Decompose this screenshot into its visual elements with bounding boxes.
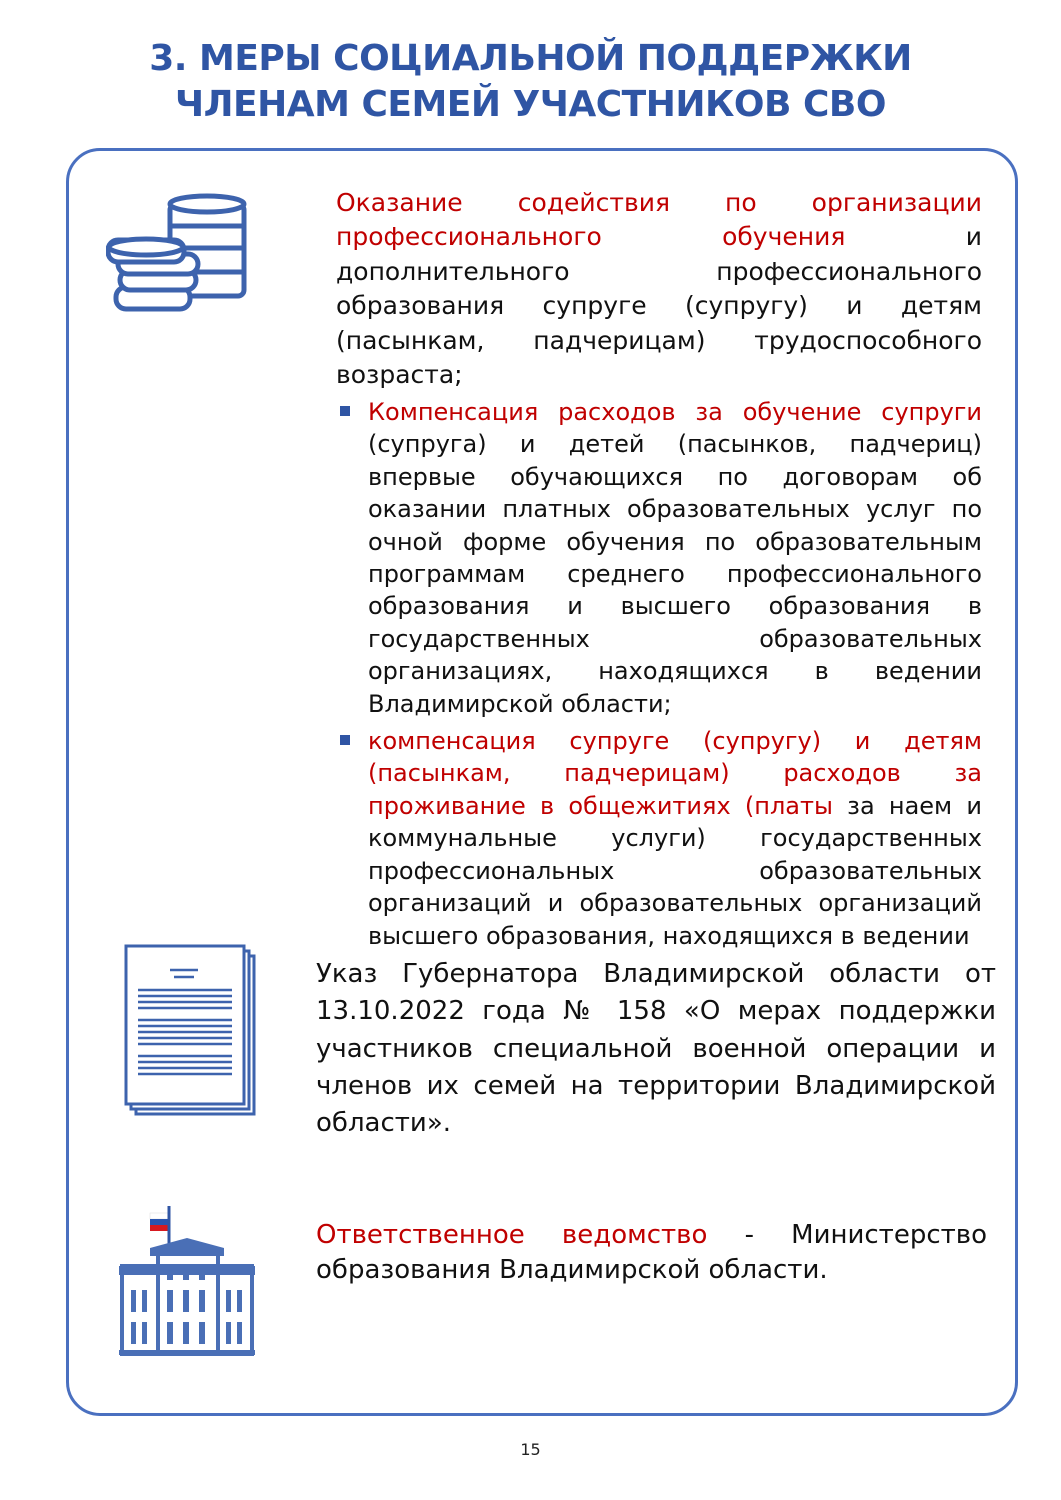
- list-item-title: компенсация супруге (супругу) и детям (пасынкам, падчерицам) расходов за проживание в общежитиях (платы: [368, 727, 982, 820]
- list-item-title: Компенсация расходов за обучение супруги: [368, 398, 982, 426]
- bullet-square-icon: [340, 406, 350, 416]
- legal-basis: Указ Губернатора Владимирской области от 13.10.2022 года № 158 «О мерах поддержки участников специальной военной операции и членов их семей на территории Владимирской области».: [316, 959, 996, 1139]
- list-item: [336, 725, 982, 952]
- responsible-label: Ответственное ведомство: [316, 1220, 708, 1250]
- measure-heading-rest: и дополнительного профессионального образования супруге (супругу) и детям (пасынкам, падчерицам) трудоспособного возраста;: [336, 222, 982, 390]
- measure-description: [336, 186, 982, 392]
- list-item-text: (супруга) и детей (пасынков, падчериц) впервые обучающихся по договорам об оказании платных образовательных услуг по очной форме обучения по образовательным программам среднего профессионального образования и высшего образования в государственных образовательных организациях, находящихся в ведении Владимирской области;: [368, 430, 982, 718]
- page-number: 15: [520, 1440, 541, 1459]
- page-title-line-1: 3. МЕРЫ СОЦИАЛЬНОЙ ПОДДЕРЖКИ: [149, 38, 912, 79]
- coins-icon: [106, 192, 252, 322]
- page-title-line-2: ЧЛЕНАМ СЕМЕЙ УЧАСТНИКОВ СВО: [175, 84, 886, 125]
- responsible-value: - Министерство образования Владимирской области.: [316, 1220, 987, 1285]
- page-title: [0, 36, 1061, 128]
- list-item-text: за наем и коммунальные услуги) государственных профессиональных образовательных организаций и образовательных организаций высшего образования, находящихся в ведении: [368, 791, 982, 950]
- measure-heading: Оказание содействия по организации профессионального обучения: [336, 188, 982, 252]
- document-icon: [122, 944, 260, 1118]
- government-building-icon: [118, 1204, 256, 1358]
- bullet-square-icon: [340, 735, 350, 745]
- measure-list: [336, 396, 982, 957]
- responsible-agency: [316, 1218, 987, 1288]
- list-item: [336, 396, 982, 720]
